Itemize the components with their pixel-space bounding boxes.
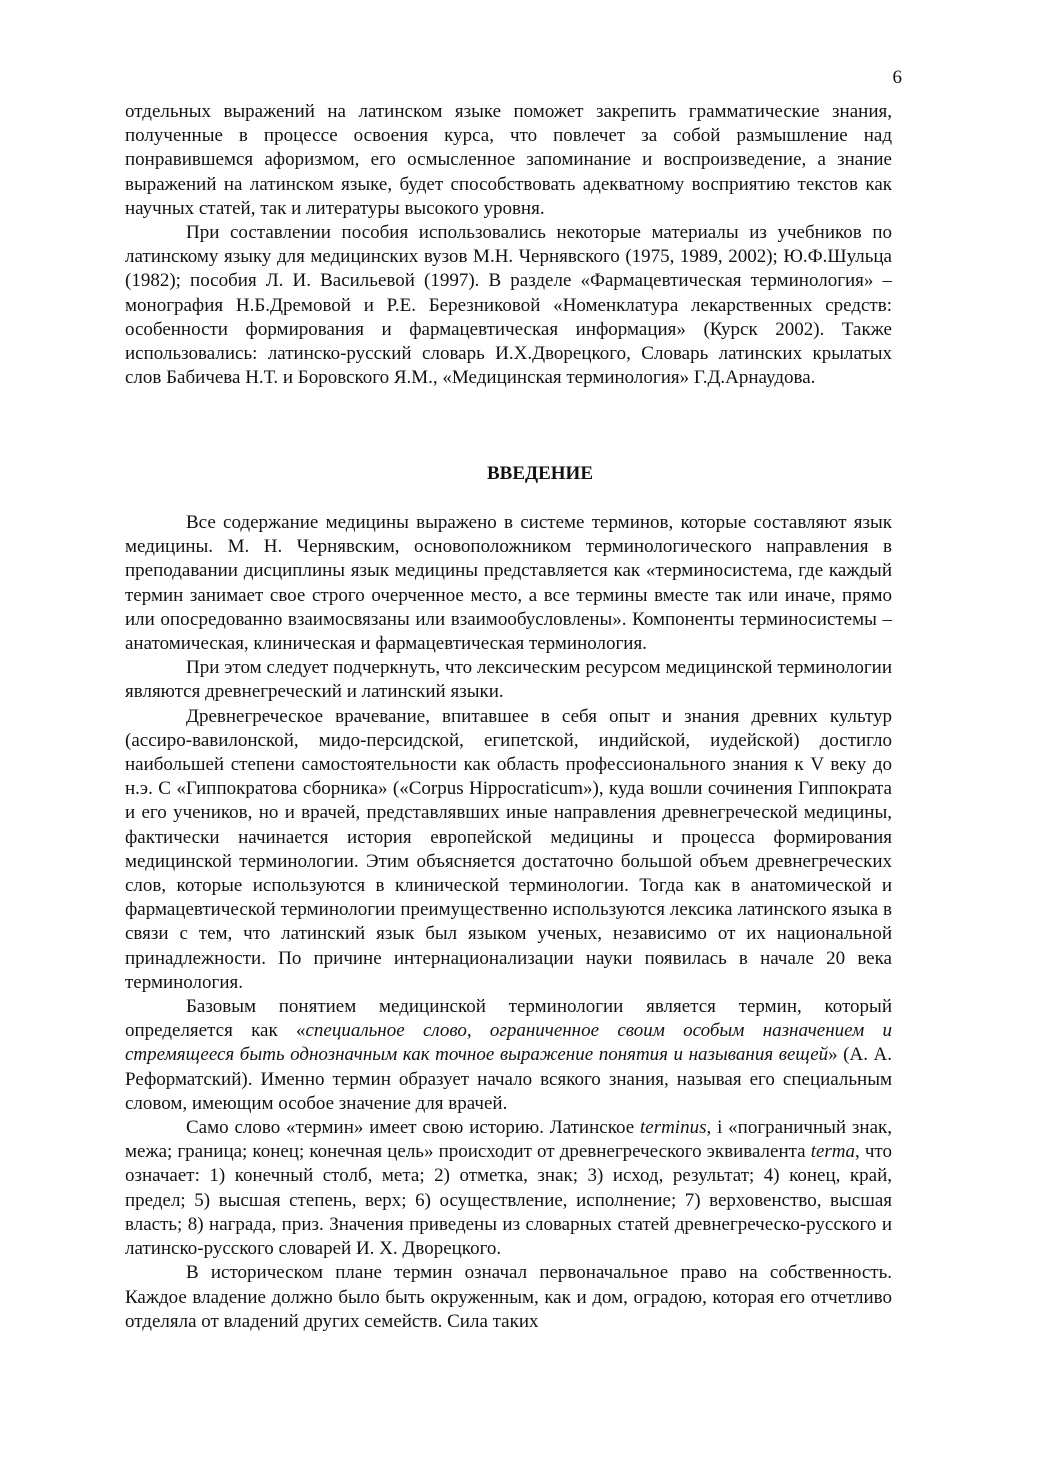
body-paragraph-5-middle: , i «пограничный знак, межа; граница; конец; конечная цель» происходит от древнегреческого эквивалента	[125, 1117, 892, 1163]
body-paragraph-6: В историческом плане термин означал первоначальное право на собственность. Каждое владение должно было быть окруженным, как и дом, оградою, которая его отчетливо отделяла от владений других семейств. Сила таких	[125, 1262, 892, 1332]
body-paragraph-4-end: » (А. А. Реформатский). Именно термин образует начало всякого знания, называя его специальным словом, имеющим особое значение для врачей.	[125, 1044, 892, 1114]
body-paragraph-4	[125, 995, 892, 1116]
section-title: ВВЕДЕНИЕ	[487, 463, 593, 484]
body-paragraph-3: Древнегреческое врачевание, впитавшее в себя опыт и знания древних культур (ассиро-вавилонской, мидо-персидской, египетской, индийской, иудейской) достигло наибольшей степени самостоятельности как область профессионального знания к V веку до н.э. С «Гиппократова сборника» («Corpus Hippocraticum»), куда вошли сочинения Гиппократа и его учеников, но и врачей, представлявших иные направления древнегреческой медицины, фактически начинается история европейской медицины и процесса формирования медицинской терминологии. Этим объясняется достаточно большой объем древнегреческих слов, которые используются в клинической терминологии. Тогда как в анатомической и фармацевтической терминологии преимущественно используются лексика латинского языка в связи с тем, что латинский язык был языком ученых, независимо от их национальной принадлежности. По причине интернационализации науки появилась в начале 20 века терминология.	[125, 705, 892, 993]
body-paragraph-1: Все содержание медицины выражено в системе терминов, которые составляют язык медицины. М. Н. Чернявским, основоположником терминологического направления в преподавании дисциплины язык медицины представляется как «терминосистема, где каждый термин занимает свое строго очерченное место, а все термины вместе так или иначе, прямо или опосредованно взаимосвязаны или взаимообусловлены». Компоненты терминосистемы – анатомическая, клиническая и фармацевтическая терминология.	[125, 512, 892, 655]
intro-section	[125, 100, 892, 390]
body-paragraph-5-start: Само слово «термин» имеет свою историю. Латинское	[186, 1117, 640, 1139]
body-paragraph-2: При этом следует подчеркнуть, что лексическим ресурсом медицинской терминологии являются древнегреческий и латинский языки.	[125, 657, 892, 703]
page-number: 6	[892, 67, 902, 88]
greek-term-terma: terma	[810, 1141, 856, 1163]
body-paragraph-5-end: , что означает: 1) конечный столб, мета; 2) отметка, знак; 3) исход, результат; 4) конец, край, предел; 5) высшая степень, верх; 6) осуществление, исполнение; 7) верховенство, высшая власть; 8) награда, приз. Значения приведены из словарных статей древнегреческо-русского и латинско-русского словарей И. Х. Дворецкого.	[125, 1141, 892, 1260]
body-paragraph-4-start: Базовым понятием медицинской терминологии является термин, который определяется как «	[125, 996, 892, 1042]
latin-term-terminus: terminus	[639, 1117, 707, 1139]
intro-paragraph-1: отдельных выражений на латинском языке поможет закрепить грамматические знания, полученные в процессе освоения курса, что повлечет за собой размышление над понравившемся афоризмом, его осмысленное запоминание и воспроизведение, а знание выражений на латинском языке, будет способствовать адекватному восприятию текстов как научных статей, так и литературы высокого уровня.	[125, 101, 892, 219]
intro-paragraph-2: При составлении пособия использовались некоторые материалы из учебников по латинскому языку для медицинских вузов М.Н. Чернявского (1975, 1989, 2002); Ю.Ф.Шульца (1982); пособия Л. И. Васильевой (1997). В разделе «Фармацевтическая терминология» – монография Н.Б.Дремовой и Р.Е. Березниковой «Номенклатура лекарственных средств: особенности формирования и фармацевтическая информация» (Курск 2002). Также использовались: латинско-русский словарь И.Х.Дворецкого, Словарь латинских крылатых слов Бабичева Н.Т. и Боровского Я.М., «Медицинская терминология» Г.Д.Арнаудова.	[125, 222, 892, 389]
term-definition-quote: специальное слово, ограниченное своим особым назначением и стремящееся быть однозначным как точное выражение понятия и называния вещей	[125, 1020, 893, 1066]
introduction-section	[125, 511, 892, 1334]
body-paragraph-5	[125, 1116, 892, 1261]
